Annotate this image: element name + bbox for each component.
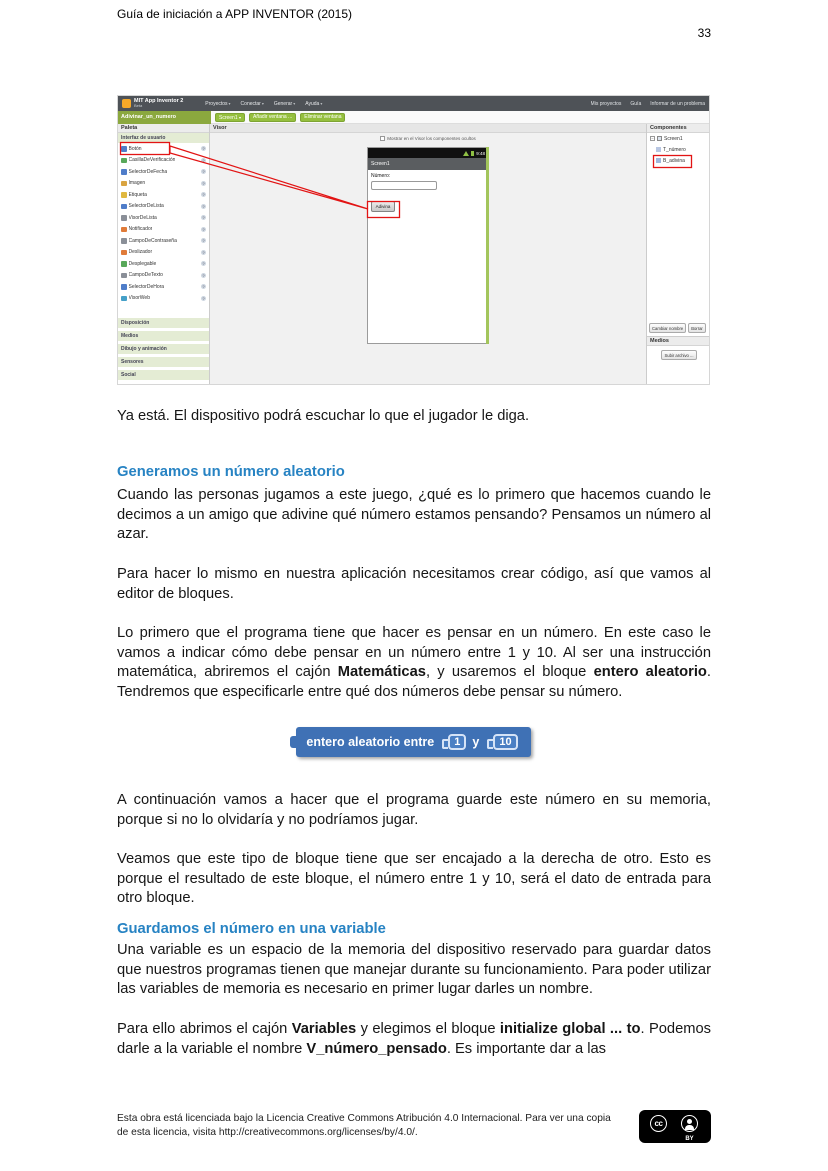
numero-label: Número: bbox=[371, 173, 391, 179]
text-run-bold: Matemáticas bbox=[337, 664, 426, 681]
palette-item-selector-de-hora[interactable] bbox=[118, 281, 209, 293]
menu-proyectos[interactable] bbox=[205, 101, 230, 107]
textbox-icon bbox=[656, 147, 661, 152]
app-logo-beta: Beta bbox=[134, 103, 143, 109]
palette-section-list bbox=[118, 318, 209, 380]
block-number-socket-1 bbox=[448, 734, 466, 750]
media-title: Medios bbox=[647, 337, 710, 346]
palette-item-label: VisorDeLista bbox=[128, 214, 157, 221]
palette-section-social[interactable]: Social bbox=[118, 370, 209, 380]
cc-by-badge[interactable] bbox=[639, 1110, 711, 1143]
tree-item-screen1[interactable] bbox=[647, 133, 710, 144]
components-panel bbox=[647, 124, 710, 336]
block-connector-label: y bbox=[472, 735, 480, 749]
paragraph-random-1: Cuando las personas jugamos a este juego, ¿qué es lo primero que hacemos cuando le decimos a un amigo que adivine qué número estamos pensando? Pensamos un número al azar. bbox=[117, 487, 711, 543]
app-logo-title: MIT App Inventor 2 bbox=[134, 97, 184, 104]
help-icon[interactable]: ? bbox=[202, 180, 205, 186]
text-run-bold: initialize global ... to bbox=[499, 1021, 641, 1037]
collapse-icon[interactable] bbox=[650, 136, 655, 141]
link-mis-proyectos[interactable]: Mis proyectos bbox=[590, 100, 622, 107]
palette-section-disposicion[interactable]: Disposición bbox=[118, 318, 209, 328]
palette-item-label: SelectorDeLista bbox=[128, 203, 164, 210]
palette-item-label: SelectorDeFecha bbox=[128, 168, 168, 175]
intro-paragraph: Ya está. El dispositivo podrá escuchar lo que el jugador le diga. bbox=[117, 408, 530, 424]
text-run: y elegimos el bloque bbox=[356, 1021, 500, 1037]
checkbox-label: Mostrar en el Visor los componentes ocultos bbox=[387, 136, 476, 141]
palette-item-deslizador[interactable] bbox=[118, 247, 209, 259]
link-informar-problema[interactable]: Informar de un problema bbox=[650, 100, 705, 107]
palette-section-interfaz[interactable]: Interfaz de usuario bbox=[118, 133, 209, 143]
heading-guardamos-variable: Guardamos el número en una variable bbox=[117, 921, 386, 937]
checkbox-icon[interactable] bbox=[380, 136, 385, 141]
person-head bbox=[687, 1119, 692, 1124]
campo-de-contrasena-icon bbox=[121, 238, 127, 244]
palette-item-label: Imagen bbox=[128, 180, 146, 187]
designer-columns bbox=[118, 124, 710, 385]
cc-letters: cc bbox=[654, 1119, 663, 1128]
app-logo bbox=[134, 99, 183, 109]
delete-button[interactable]: Borrar bbox=[688, 323, 706, 333]
selector-de-fecha-icon bbox=[121, 169, 127, 175]
selector-de-lista-icon bbox=[121, 204, 127, 210]
link-guia[interactable]: Guía bbox=[630, 100, 642, 107]
notificador-icon bbox=[121, 227, 127, 233]
viewer-panel bbox=[210, 124, 646, 385]
app-inventor-screenshot bbox=[117, 95, 710, 385]
palette-item-etiqueta[interactable] bbox=[118, 189, 209, 201]
deslizador-icon bbox=[121, 250, 127, 256]
app-toolbar bbox=[118, 111, 709, 124]
block-number-1: 1 bbox=[454, 736, 461, 748]
paragraph-variable-2 bbox=[117, 1020, 711, 1059]
tree-label: T_número bbox=[663, 146, 686, 153]
palette-item-label: Deslizador bbox=[128, 249, 153, 256]
page-number: 33 bbox=[697, 26, 711, 40]
person-icon bbox=[681, 1115, 698, 1132]
palette-item-label: CampoDeTexto bbox=[128, 272, 163, 279]
palette-item-label: VisorWeb bbox=[128, 295, 150, 302]
components-title: Componentes bbox=[647, 124, 710, 133]
desplegable-icon bbox=[121, 261, 127, 267]
help-icon[interactable]: ? bbox=[202, 226, 205, 232]
help-icon[interactable]: ? bbox=[202, 238, 205, 244]
palette-item-label: CampoDeContraseña bbox=[128, 237, 177, 244]
block-number-2: 10 bbox=[499, 736, 512, 748]
right-column bbox=[646, 124, 710, 385]
palette-item-casilla-de-verificacion[interactable] bbox=[118, 155, 209, 167]
palette-item-visor-de-lista[interactable] bbox=[118, 212, 209, 224]
boton-icon bbox=[121, 146, 127, 152]
heading-generamos-numero: Generamos un número aleatorio bbox=[117, 464, 345, 480]
help-icon[interactable]: ? bbox=[202, 249, 205, 255]
paragraph-random-2: Para hacer lo mismo en nuestra aplicación necesitamos crear código, así que vamos al editor de bloques. bbox=[117, 566, 711, 602]
palette-item-label: CasillaDeVerificación bbox=[128, 157, 176, 164]
campo-de-texto-icon bbox=[121, 273, 127, 279]
media-panel bbox=[647, 336, 710, 364]
palette-panel bbox=[118, 124, 210, 385]
palette-item-label: Etiqueta bbox=[128, 191, 147, 198]
phone-screen-title: Screen1 bbox=[368, 158, 488, 170]
block-label: entero aleatorio entre bbox=[306, 735, 435, 749]
help-icon[interactable]: ? bbox=[202, 272, 205, 278]
wifi-icon bbox=[463, 151, 469, 156]
paragraph-variable-1: Una variable es un espacio de la memoria del dispositivo reservado para guardar datos que nuestros programas tienen que manejar durante su funcionamiento. Para poder utilizar las variables de memoria es necesario en primer lugar darles un nombre. bbox=[117, 942, 711, 998]
help-icon[interactable]: ? bbox=[202, 203, 205, 209]
help-icon[interactable]: ? bbox=[202, 261, 205, 267]
screen-selector-button[interactable] bbox=[215, 113, 245, 122]
text-run: Lo primero que el programa tiene que hacer es pensar en un número. En este caso le vamos a indicar cómo debe pensar en un número entre 1 y 10. Al ser una instrucción matemática, abriremos el cajón bbox=[117, 625, 711, 681]
phone-mockup bbox=[367, 147, 489, 344]
palette-item-notificador[interactable] bbox=[118, 224, 209, 236]
paragraph-random-3 bbox=[117, 624, 711, 702]
screen-selector-label: Screen1 bbox=[219, 114, 238, 121]
menu-generar[interactable] bbox=[274, 101, 295, 107]
imagen-icon bbox=[121, 181, 127, 187]
tree-item-b-adivina[interactable] bbox=[647, 155, 710, 166]
show-hidden-components-row bbox=[380, 136, 475, 141]
remove-screen-button[interactable]: Eliminar ventana bbox=[300, 113, 345, 122]
by-label: BY bbox=[685, 1136, 694, 1142]
selector-de-hora-icon bbox=[121, 284, 127, 290]
app-inventor-logo-icon bbox=[122, 99, 131, 108]
block-number-socket-2 bbox=[493, 734, 517, 750]
visor-web-icon bbox=[121, 296, 127, 302]
math-block-entero-aleatorio bbox=[296, 727, 530, 757]
help-icon[interactable]: ? bbox=[202, 146, 205, 152]
text-run-bold: entero aleatorio bbox=[593, 664, 707, 681]
palette-item-boton[interactable] bbox=[118, 143, 209, 155]
text-run-bold: Variables bbox=[291, 1021, 357, 1037]
chevron-down-icon: ▾ bbox=[228, 100, 231, 106]
phone-screen-body bbox=[368, 170, 488, 214]
person-torso bbox=[685, 1125, 694, 1131]
project-name: Adivinar_un_numero bbox=[118, 111, 211, 124]
upload-file-button[interactable]: Subir archivo ... bbox=[661, 350, 696, 360]
paragraph-after-block-1: A continuación vamos a hacer que el programa guarde este número en su memoria, porque si no lo olvidaría y no podríamos jugar. bbox=[117, 792, 711, 828]
chevron-down-icon: ▾ bbox=[261, 100, 264, 106]
casilla-de-verificacion-icon bbox=[121, 158, 127, 164]
palette-item-campo-de-texto[interactable] bbox=[118, 270, 209, 282]
palette-item-selector-de-fecha[interactable] bbox=[118, 166, 209, 178]
menu-label: Proyectos bbox=[205, 100, 228, 107]
help-icon[interactable]: ? bbox=[202, 169, 205, 175]
battery-icon bbox=[471, 151, 474, 156]
palette-item-label: Botón bbox=[128, 145, 142, 152]
help-icon[interactable]: ? bbox=[202, 215, 205, 221]
help-icon[interactable]: ? bbox=[202, 295, 205, 301]
figure-random-integer-block bbox=[117, 727, 710, 757]
text-run: , y usaremos el bloque bbox=[425, 664, 594, 681]
palette-item-label: Notificador bbox=[128, 226, 153, 233]
component-actions bbox=[649, 323, 710, 333]
topbar-links bbox=[591, 101, 705, 107]
visor-de-lista-icon bbox=[121, 215, 127, 221]
palette-item-label: SelectorDeHora bbox=[128, 283, 165, 290]
phone-status-bar bbox=[368, 148, 488, 158]
menu-ayuda[interactable] bbox=[305, 101, 322, 107]
text-run: . Tendremos que especificarle entre qué dos números debe pensar su número. bbox=[117, 664, 711, 700]
rename-button[interactable]: Cambiar nombre bbox=[649, 323, 686, 333]
viewer-title: Visor bbox=[210, 124, 646, 133]
license-text: Esta obra está licenciada bajo la Licencia Creative Commons Atribución 4.0 Internacional. Para ver una copia de esta licencia, visita http://creativecommons.org/licenses/by/4.0/. bbox=[117, 1113, 611, 1138]
tree-label: Screen1 bbox=[664, 135, 683, 142]
app-topbar bbox=[118, 96, 709, 111]
numero-textbox[interactable] bbox=[371, 181, 437, 190]
help-icon[interactable]: ? bbox=[202, 192, 205, 198]
text-run-bold: V_número_pensado bbox=[306, 1040, 447, 1057]
chevron-down-icon: ▾ bbox=[239, 114, 242, 120]
text-run: . Podemos darle a la variable el nombre bbox=[117, 1021, 711, 1057]
menu-conectar[interactable] bbox=[241, 101, 264, 107]
chevron-down-icon: ▾ bbox=[320, 100, 323, 106]
help-icon[interactable]: ? bbox=[202, 157, 205, 163]
menu-label: Generar bbox=[273, 100, 293, 107]
text-run: . Es importante dar a las bbox=[446, 1040, 607, 1057]
tree-label: B_adivina bbox=[663, 157, 685, 164]
palette-item-visor-web[interactable] bbox=[118, 293, 209, 305]
menu-label: Conectar bbox=[240, 100, 261, 107]
adivina-button[interactable]: Adivina bbox=[371, 201, 395, 212]
palette-item-campo-de-contrasena[interactable] bbox=[118, 235, 209, 247]
doc-header-title: Guía de iniciación a APP INVENTOR (2015) bbox=[117, 7, 353, 21]
palette-item-label: Desplegable bbox=[128, 260, 157, 267]
add-screen-button[interactable]: Añadir ventana ... bbox=[249, 113, 296, 122]
paragraph-after-block-2: Veamos que este tipo de bloque tiene que ser encajado a la derecha de otro. Esto es porque el resultado de este bloque, el número entre 1 y 10, será el dato de entrada para otro bloque. bbox=[117, 851, 711, 907]
tree-item-t-numero[interactable] bbox=[647, 144, 710, 155]
palette-section-medios[interactable]: Medios bbox=[118, 331, 209, 341]
chevron-down-icon: ▾ bbox=[293, 100, 296, 106]
palette-section-sensores[interactable]: Sensores bbox=[118, 357, 209, 367]
screen-icon bbox=[657, 136, 662, 141]
text-run: Para ello abrimos el cajón bbox=[117, 1021, 292, 1037]
etiqueta-icon bbox=[121, 192, 127, 198]
block-plug-icon bbox=[290, 736, 296, 748]
palette-item-imagen[interactable] bbox=[118, 178, 209, 190]
selection-highlight bbox=[486, 147, 489, 344]
palette-title: Paleta bbox=[118, 124, 209, 133]
cc-icon bbox=[650, 1115, 667, 1132]
menu-label: Ayuda bbox=[305, 100, 320, 107]
palette-section-dibujo-animacion[interactable]: Dibujo y animación bbox=[118, 344, 209, 354]
palette-item-desplegable[interactable] bbox=[118, 258, 209, 270]
button-icon bbox=[656, 158, 661, 163]
phone-time: 9:48 bbox=[476, 150, 485, 156]
palette-item-selector-de-lista[interactable] bbox=[118, 201, 209, 213]
palette-item-list bbox=[118, 143, 209, 304]
help-icon[interactable]: ? bbox=[202, 284, 205, 290]
